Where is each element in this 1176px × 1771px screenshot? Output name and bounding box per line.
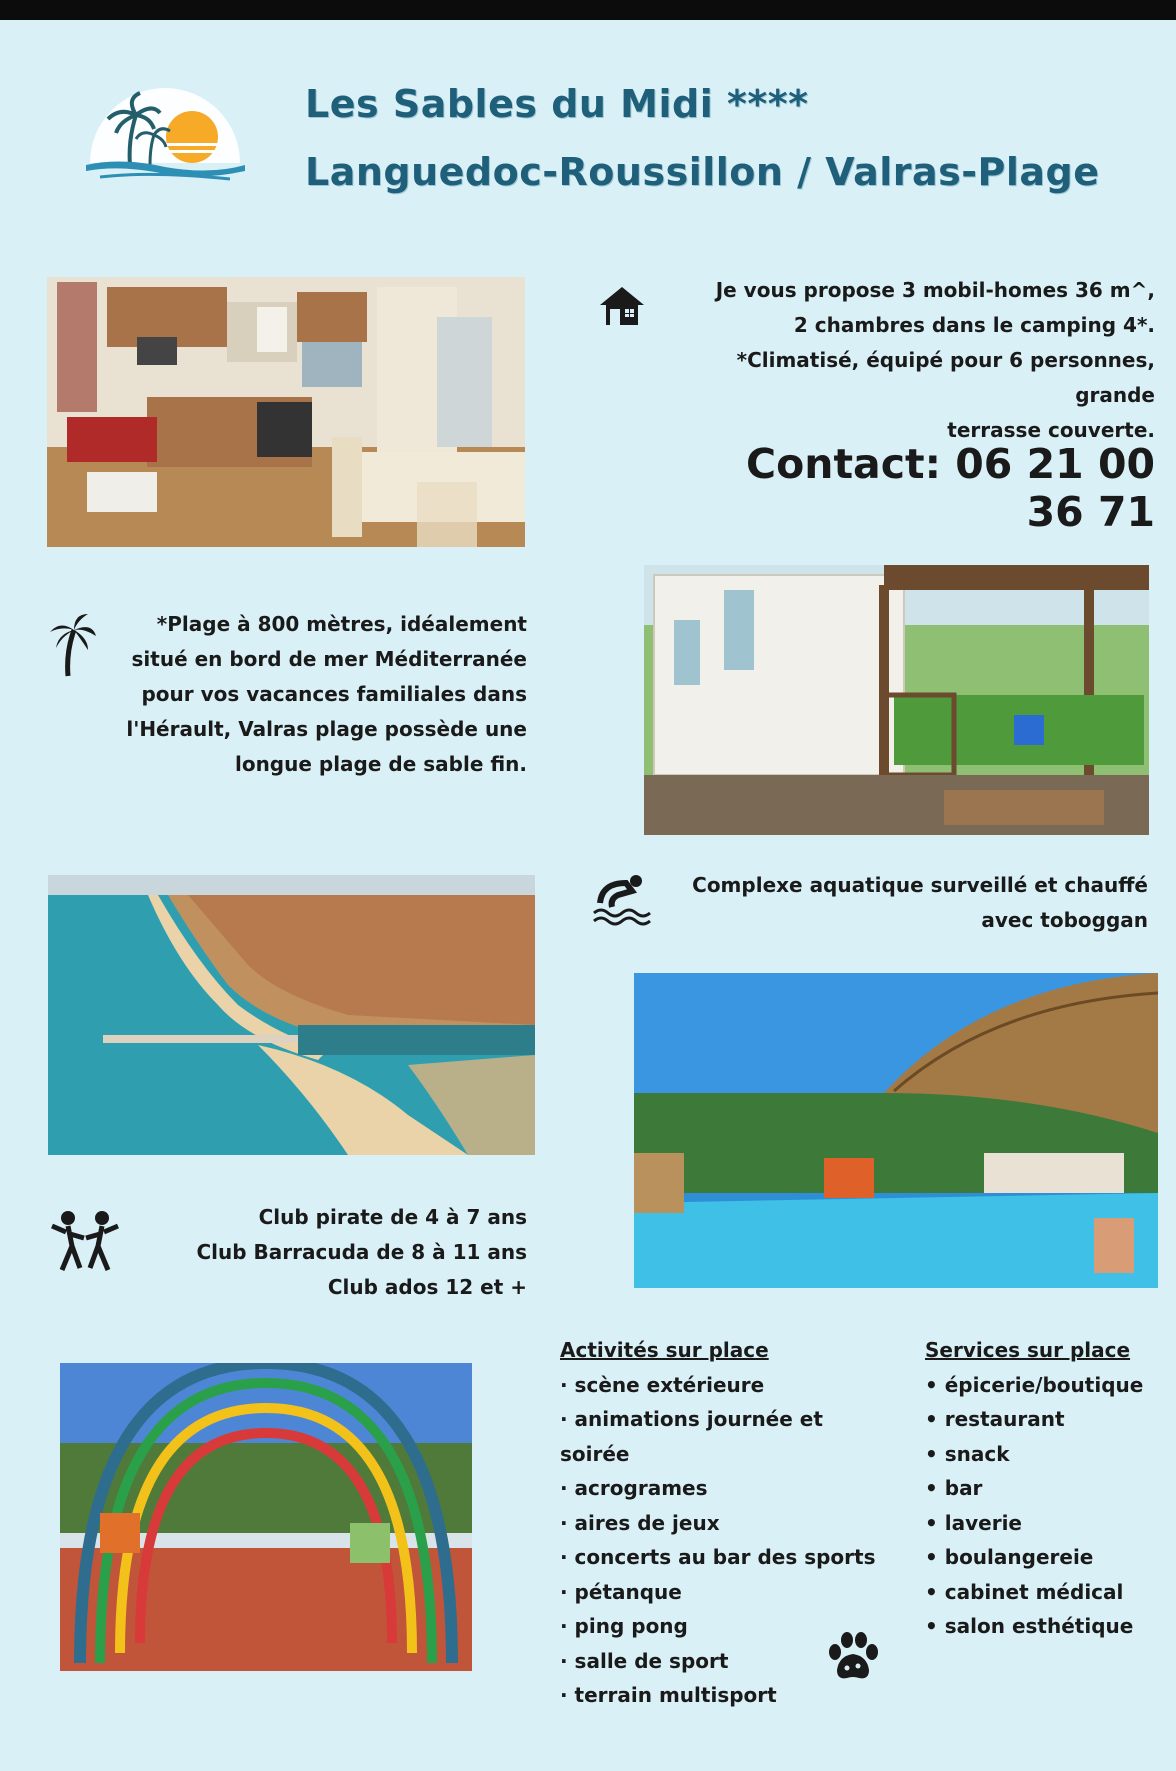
beach-line: *Plage à 800 mètres, idéalement: [156, 612, 527, 636]
list-item: · concerts au bar des sports: [560, 1545, 876, 1569]
site-title: Les Sables du Midi ****: [305, 82, 809, 126]
beach-line: longue plage de sable fin.: [234, 752, 527, 776]
list-item: · pétanque: [560, 1579, 682, 1604]
list-item: · ping pong: [560, 1614, 688, 1638]
list-item: · scène extérieure: [560, 1372, 765, 1397]
palm-sunset-logo: [80, 85, 250, 185]
intro-line: 2 chambres dans le camping 4*.: [793, 313, 1155, 337]
list-item: • salon esthétique: [925, 1614, 1134, 1638]
list-item: • bar: [925, 1476, 983, 1500]
list-item: • restaurant: [925, 1407, 1065, 1431]
list-item: • boulangereie: [925, 1545, 1094, 1569]
kids-icon: [50, 1210, 120, 1272]
beach-line: pour vos vacances familiales dans: [141, 682, 527, 706]
club-line: Club ados 12 et +: [327, 1275, 527, 1299]
aquatic-line: Complexe aquatique surveillé et chauffé: [692, 873, 1148, 897]
list-item: · salle de sport: [560, 1648, 729, 1673]
list-item: • laverie: [925, 1510, 1022, 1535]
aquatic-line: avec toboggan: [981, 908, 1148, 932]
beach-text: [110, 607, 527, 782]
list-item: · animations journée et: [560, 1407, 823, 1431]
activities-heading: Activités sur place: [560, 1338, 769, 1362]
intro-line: terrasse couverte.: [947, 418, 1155, 442]
palm-tree-icon: [48, 612, 98, 678]
aerial-beach-photo: [48, 875, 535, 1155]
list-item: • snack: [925, 1441, 1010, 1466]
list-item: • cabinet médical: [925, 1579, 1124, 1604]
services-section: [925, 1333, 1165, 1644]
services-heading: Services sur place: [925, 1338, 1131, 1362]
splash-park-photo: [60, 1363, 472, 1671]
club-line: Club pirate de 4 à 7 ans: [258, 1205, 527, 1229]
site-subtitle: Languedoc-Roussillon / Valras-Plage: [305, 150, 1100, 194]
list-item: · aires de jeux: [560, 1510, 720, 1535]
services-list: [925, 1368, 1165, 1644]
list-item: • épicerie/boutique: [925, 1372, 1144, 1397]
contact-phone[interactable]: Contact: 06 21 00 36 71: [746, 440, 1155, 536]
intro-line: Je vous propose 3 mobil-homes 36 m^,: [715, 278, 1155, 302]
intro-line: *Climatisé, équipé pour 6 personnes, grande: [736, 348, 1155, 407]
list-item: soirée: [560, 1441, 630, 1466]
mobilhome-exterior-photo: [644, 565, 1149, 835]
list-item: · terrain multisport: [560, 1683, 777, 1707]
intro-text: [650, 273, 1155, 448]
interior-photo: [47, 277, 525, 547]
beach-line: l'Hérault, Valras plage possède une: [126, 717, 527, 741]
list-item: · acrogrames: [560, 1476, 708, 1500]
paw-print-icon: [825, 1632, 881, 1682]
top-bar: [0, 0, 1176, 20]
swimming-icon: [592, 873, 652, 929]
aquatic-text: [660, 868, 1148, 938]
pool-photo: [634, 973, 1158, 1288]
beach-line: situé en bord de mer Méditerranée: [131, 647, 527, 671]
house-icon: [598, 285, 646, 327]
clubs-text: [140, 1200, 527, 1305]
club-line: Club Barracuda de 8 à 11 ans: [196, 1240, 527, 1264]
